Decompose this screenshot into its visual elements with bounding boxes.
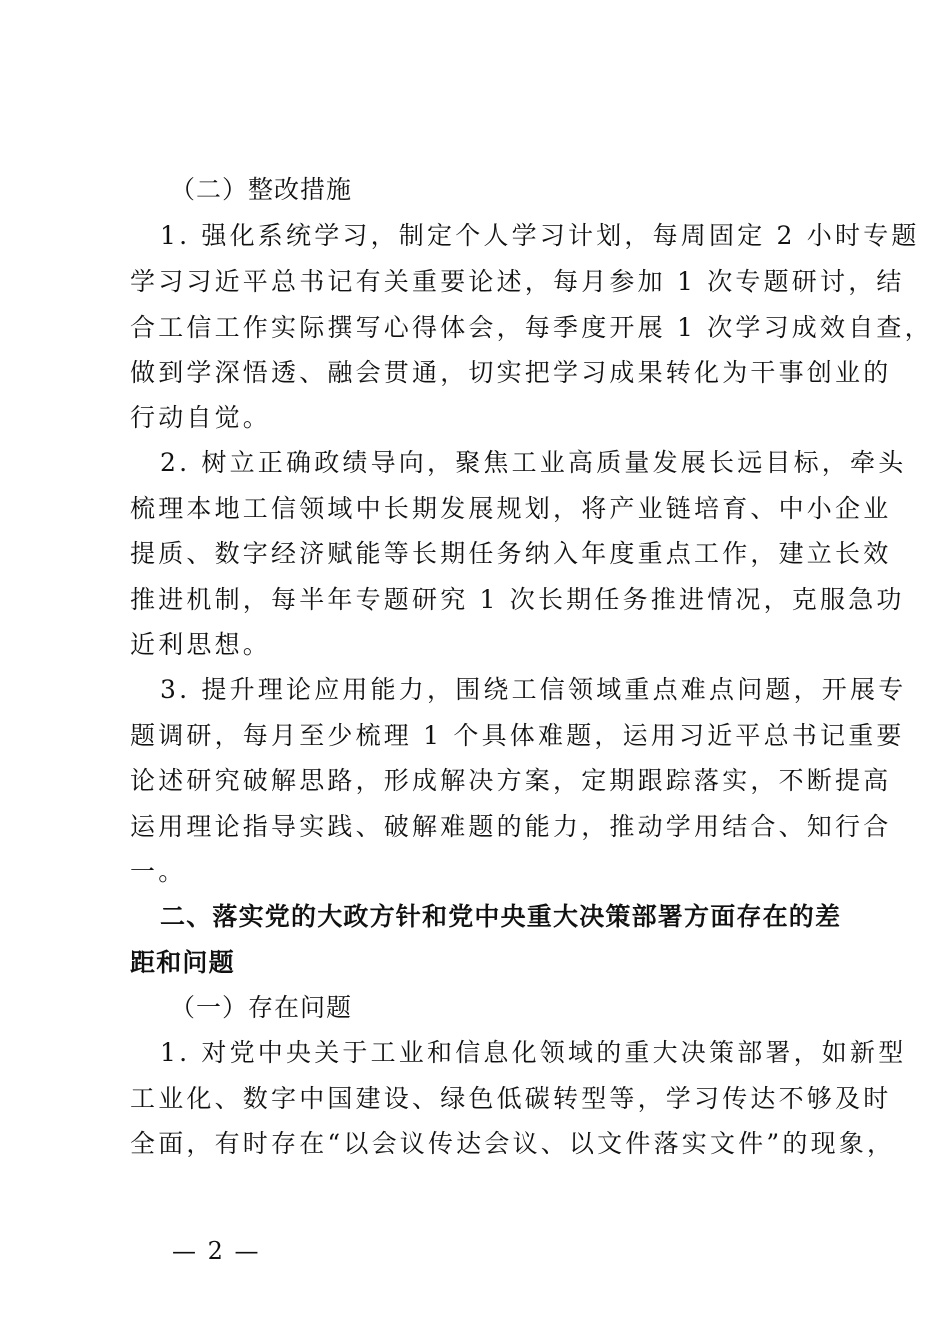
paragraph-line: 论述研究破解思路，形成解决方案，定期跟踪落实，不断提高 <box>130 766 892 795</box>
paragraph-line: 1. 强化系统学习，制定个人学习计划，每周固定 2 小时专题 <box>160 221 920 250</box>
page-number: — 2 — <box>172 1237 261 1265</box>
section-subheading-rectification-measures: （二）整改措施 <box>170 175 353 204</box>
paragraph-line: 题调研，每月至少梳理 1 个具体难题，运用习近平总书记重要 <box>130 721 905 750</box>
section-heading-part-two-cont: 距和问题 <box>130 948 235 977</box>
paragraph-line: 做到学深悟透、融会贯通，切实把学习成果转化为干事创业的 <box>130 358 892 387</box>
paragraph-line: 运用理论指导实践、破解难题的能力，推动学用结合、知行合 <box>130 812 892 841</box>
paragraph-line: 近利思想。 <box>130 630 272 659</box>
paragraph-line: 工业化、数字中国建设、绿色低碳转型等，学习传达不够及时 <box>130 1084 892 1113</box>
paragraph-line: 推进机制，每半年专题研究 1 次长期任务推进情况，克服急功 <box>130 585 905 614</box>
paragraph-line: 梳理本地工信领域中长期发展规划，将产业链培育、中小企业 <box>130 494 892 523</box>
section-subheading-existing-problems: （一）存在问题 <box>170 993 353 1022</box>
paragraph-line: 行动自觉。 <box>130 403 272 432</box>
paragraph-line: 合工信工作实际撰写心得体会，每季度开展 1 次学习成效自查， <box>130 313 933 342</box>
paragraph-line: 学习习近平总书记有关重要论述，每月参加 1 次专题研讨，结 <box>130 267 905 296</box>
paragraph-line: 提质、数字经济赋能等长期任务纳入年度重点工作，建立长效 <box>130 539 892 568</box>
paragraph-line: 3. 提升理论应用能力，围绕工信领域重点难点问题，开展专 <box>160 675 907 704</box>
section-heading-part-two: 二、落实党的大政方针和党中央重大决策部署方面存在的差 <box>160 902 842 931</box>
paragraph-line: 2. 树立正确政绩导向，聚焦工业高质量发展长远目标，牵头 <box>160 448 907 477</box>
paragraph-line: 一。 <box>130 857 187 886</box>
paragraph-line: 1. 对党中央关于工业和信息化领域的重大决策部署，如新型 <box>160 1038 907 1067</box>
paragraph-line: 全面，有时存在“以会议传达会议、以文件落实文件”的现象， <box>130 1129 896 1158</box>
